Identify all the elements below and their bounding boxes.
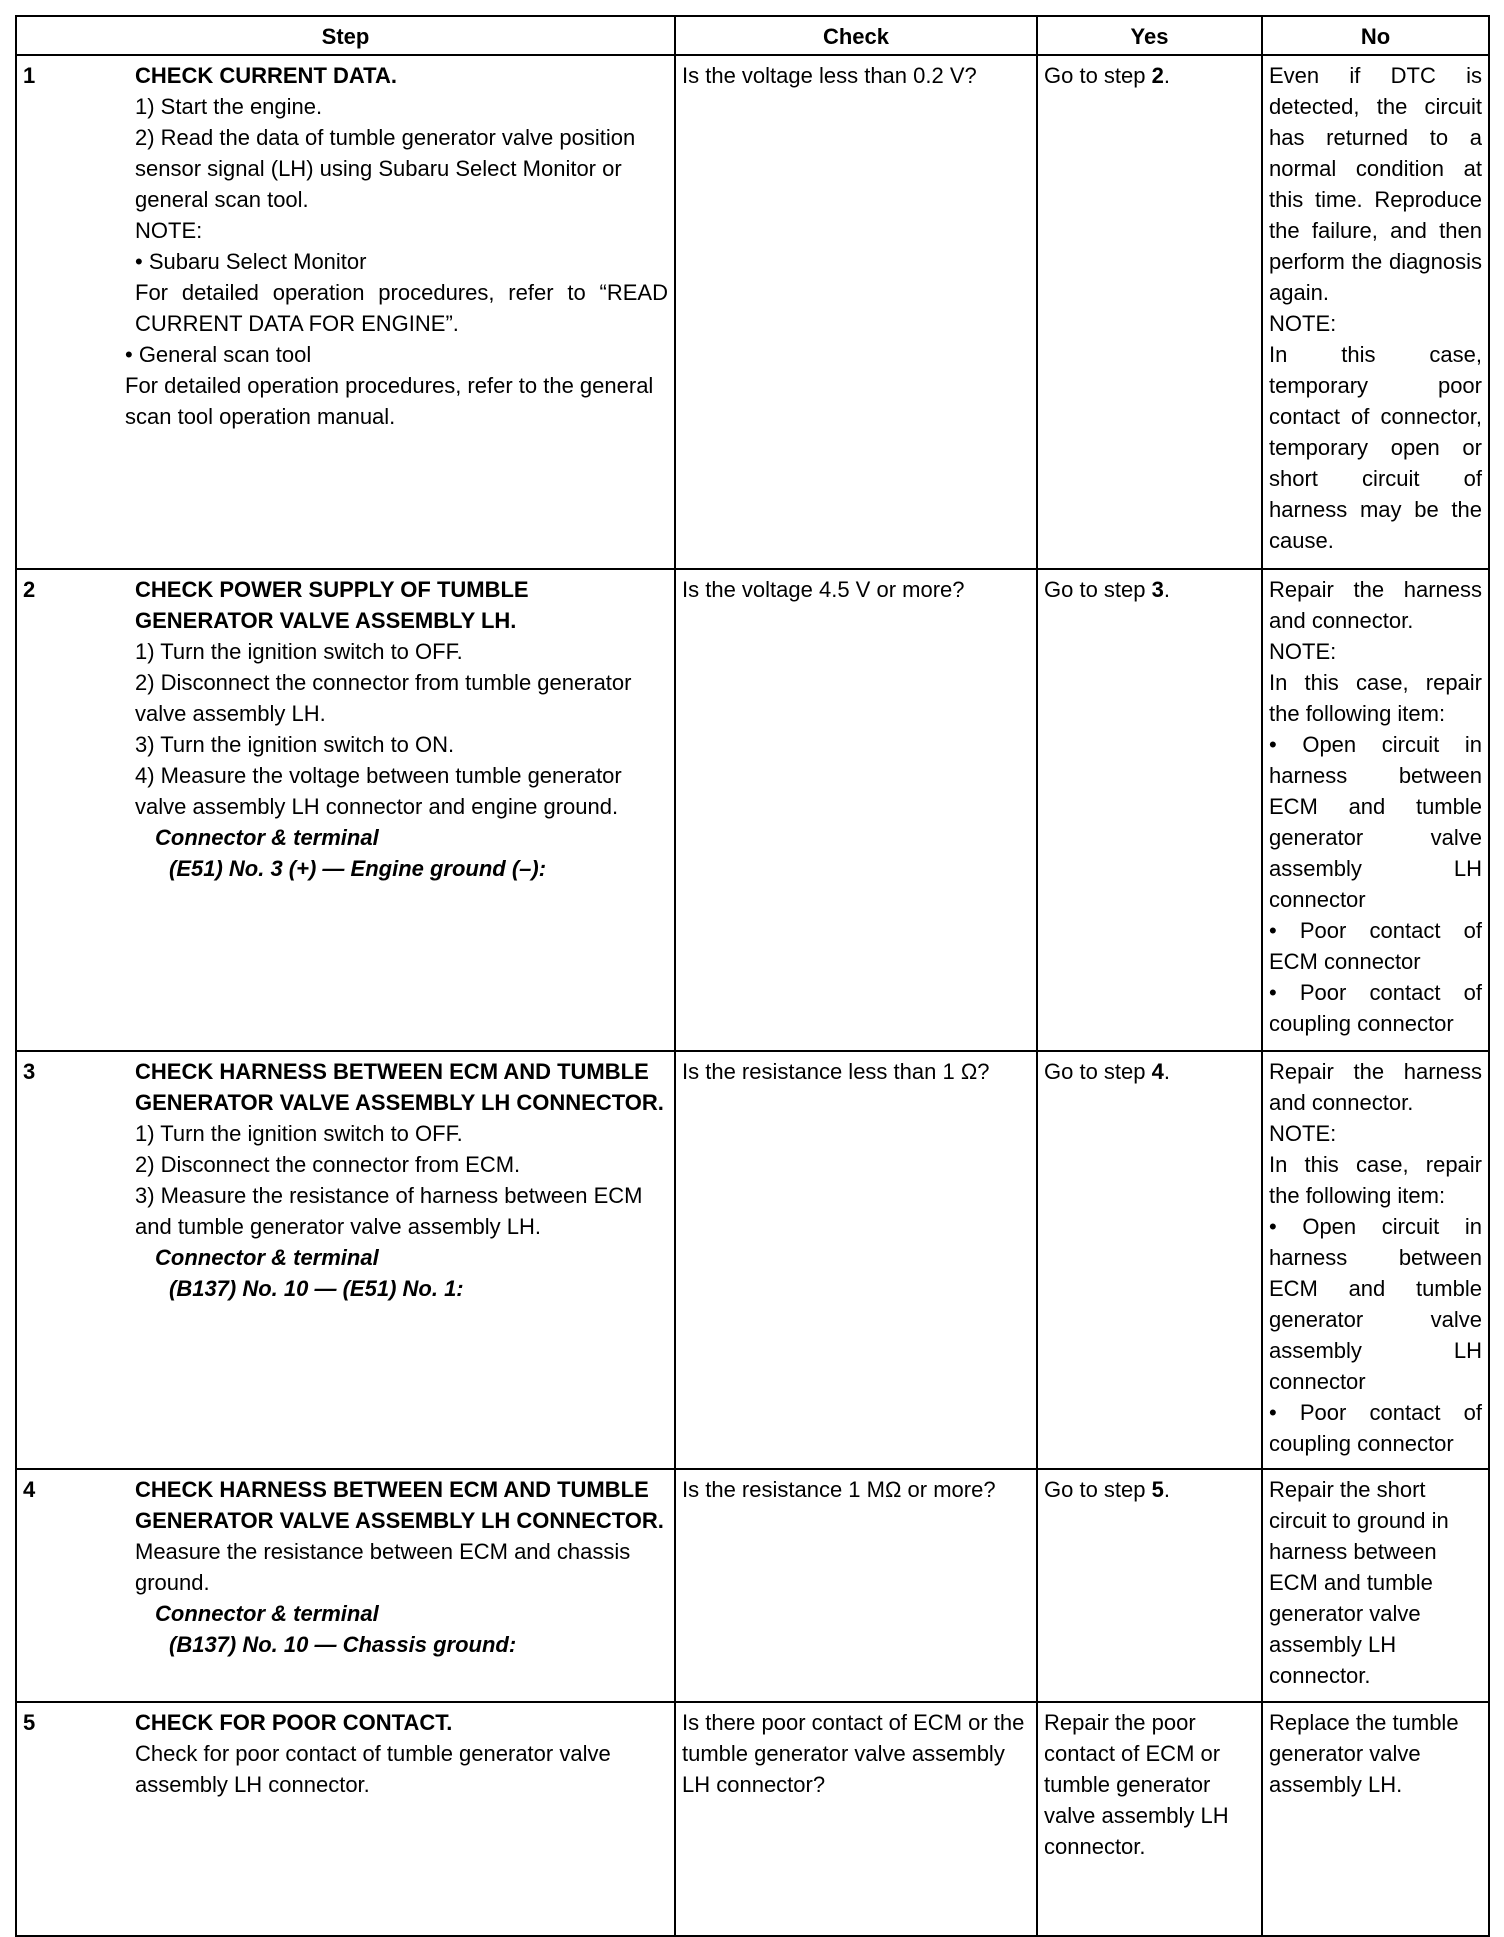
- step-title: CHECK POWER SUPPLY OF TUMBLE GENERATOR VALVE ASSEMBLY LH.: [135, 576, 529, 633]
- yes-prefix: Go to step: [1044, 1058, 1152, 1084]
- no-line: In this case, temporary poor contact of connector, temporary open or short circuit of harness may be the cause.: [1269, 342, 1482, 553]
- step-cell: [16, 55, 675, 569]
- yes-suffix: .: [1163, 1058, 1170, 1084]
- yes-prefix: Go to step: [1044, 63, 1152, 88]
- header-yes: Yes: [1037, 16, 1262, 55]
- no-line: • Open circuit in harness between ECM and tumble generator valve assembly LH connector: [1269, 731, 1482, 912]
- yes-cell: [1037, 1051, 1262, 1470]
- step-line: 3) Turn the ignition switch to ON.: [135, 731, 455, 757]
- table-row: [16, 55, 1489, 569]
- yes-step-number: 5: [1151, 1477, 1164, 1503]
- no-line: NOTE:: [1269, 1120, 1337, 1146]
- check-cell: Is the voltage 4.5 V or more?: [675, 569, 1037, 1051]
- step-number: 3: [23, 1058, 36, 1084]
- no-cell: [1262, 1702, 1489, 1936]
- step-line: • Subaru Select Monitor: [135, 249, 367, 274]
- header-row: [16, 16, 1489, 55]
- table-row: [16, 569, 1489, 1051]
- yes-prefix: Go to step: [1044, 1477, 1152, 1503]
- connector-label: Connector & terminal: [155, 824, 379, 850]
- no-line: In this case, repair the following item:: [1269, 669, 1482, 726]
- no-cell: [1262, 1469, 1489, 1701]
- connector-value: (B137) No. 10 — Chassis ground:: [169, 1632, 517, 1658]
- step-line: Measure the resistance between ECM and chassis ground.: [135, 1539, 631, 1596]
- no-line: Repair the short circuit to ground in harness between ECM and tumble generator valve assembly LH connector.: [1269, 1477, 1449, 1689]
- no-line: • Poor contact of ECM connector: [1269, 917, 1482, 974]
- yes-step-number: 3: [1151, 576, 1164, 602]
- diagnostic-table: [15, 15, 1490, 1937]
- check-cell: Is the voltage less than 0.2 V?: [675, 55, 1037, 569]
- step-number: 1: [23, 63, 36, 88]
- step-title: CHECK HARNESS BETWEEN ECM AND TUMBLE GENERATOR VALVE ASSEMBLY LH CONNECTOR.: [135, 1058, 664, 1115]
- step-line: NOTE:: [135, 218, 203, 243]
- no-line: Repair the harness and connector.: [1269, 1058, 1482, 1115]
- no-line: • Poor contact of coupling connector: [1269, 979, 1482, 1036]
- step-number: 4: [23, 1477, 36, 1503]
- step-line: For detailed operation procedures, refer to “READ CURRENT DATA FOR ENGINE”.: [135, 280, 668, 336]
- yes-step-number: 4: [1151, 1058, 1164, 1084]
- connector-value: (E51) No. 3 (+) — Engine ground (–):: [169, 855, 547, 881]
- check-cell: Is there poor contact of ECM or the tumble generator valve assembly LH connector?: [675, 1702, 1037, 1936]
- yes-cell: [1037, 55, 1262, 569]
- check-cell: Is the resistance 1 MΩ or more?: [675, 1469, 1037, 1701]
- step-title: CHECK CURRENT DATA.: [135, 63, 397, 88]
- yes-prefix: Go to step: [1044, 576, 1152, 602]
- table-row: [16, 1469, 1489, 1701]
- step-line: For detailed operation procedures, refer to the general scan tool operation manual.: [125, 373, 654, 429]
- yes-step-number: 2: [1151, 63, 1164, 88]
- step-cell: [16, 569, 675, 1051]
- yes-cell: [1037, 569, 1262, 1051]
- no-line: NOTE:: [1269, 638, 1337, 664]
- step-line: 1) Turn the ignition switch to OFF.: [135, 638, 463, 664]
- step-line: 2) Read the data of tumble generator valve position sensor signal (LH) using Subaru Select Monitor or general scan tool.: [135, 125, 636, 212]
- no-cell: [1262, 569, 1489, 1051]
- step-line: 4) Measure the voltage between tumble generator valve assembly LH connector and engine ground.: [135, 762, 622, 819]
- step-line: Check for poor contact of tumble generator valve assembly LH connector.: [135, 1740, 611, 1797]
- no-line: • Open circuit in harness between ECM and tumble generator valve assembly LH connector: [1269, 1213, 1482, 1394]
- connector-label: Connector & terminal: [155, 1601, 379, 1627]
- no-line: Replace the tumble generator valve assembly LH.: [1269, 1709, 1459, 1797]
- no-cell: [1262, 1051, 1489, 1470]
- step-cell: [16, 1051, 675, 1470]
- table-row: [16, 1051, 1489, 1470]
- step-line: 1) Start the engine.: [135, 94, 323, 119]
- header-no: No: [1262, 16, 1489, 55]
- step-line: • General scan tool: [125, 342, 312, 367]
- table-row: [16, 1702, 1489, 1936]
- step-line: 3) Measure the resistance of harness between ECM and tumble generator valve assembly LH.: [135, 1182, 643, 1239]
- step-title: CHECK HARNESS BETWEEN ECM AND TUMBLE GENERATOR VALVE ASSEMBLY LH CONNECTOR.: [135, 1477, 664, 1534]
- step-line: 2) Disconnect the connector from ECM.: [135, 1151, 521, 1177]
- no-line: In this case, repair the following item:: [1269, 1151, 1482, 1208]
- step-number: 2: [23, 576, 36, 602]
- no-line: • Poor contact of coupling connector: [1269, 1399, 1482, 1456]
- no-line: Repair the harness and connector.: [1269, 576, 1482, 633]
- yes-suffix: .: [1163, 576, 1170, 602]
- step-line: 2) Disconnect the connector from tumble generator valve assembly LH.: [135, 669, 632, 726]
- no-line: NOTE:: [1269, 311, 1337, 336]
- connector-label: Connector & terminal: [155, 1244, 379, 1270]
- no-cell: [1262, 55, 1489, 569]
- check-cell: Is the resistance less than 1 Ω?: [675, 1051, 1037, 1470]
- step-title: CHECK FOR POOR CONTACT.: [135, 1709, 453, 1735]
- yes-suffix: .: [1163, 1477, 1170, 1503]
- yes-suffix: .: [1163, 63, 1170, 88]
- step-cell: [16, 1469, 675, 1701]
- yes-cell: [1037, 1469, 1262, 1701]
- step-line: 1) Turn the ignition switch to OFF.: [135, 1120, 463, 1146]
- step-cell: [16, 1702, 675, 1936]
- header-step: Step: [16, 16, 675, 55]
- no-line: Even if DTC is detected, the circuit has returned to a normal condition at this time. Reproduce the failure, and then perform the diagnosis again.: [1269, 63, 1482, 305]
- step-number: 5: [23, 1709, 36, 1735]
- connector-value: (B137) No. 10 — (E51) No. 1:: [169, 1275, 464, 1301]
- yes-cell: Repair the poor contact of ECM or tumble generator valve assembly LH connector.: [1037, 1702, 1262, 1936]
- header-check: Check: [675, 16, 1037, 55]
